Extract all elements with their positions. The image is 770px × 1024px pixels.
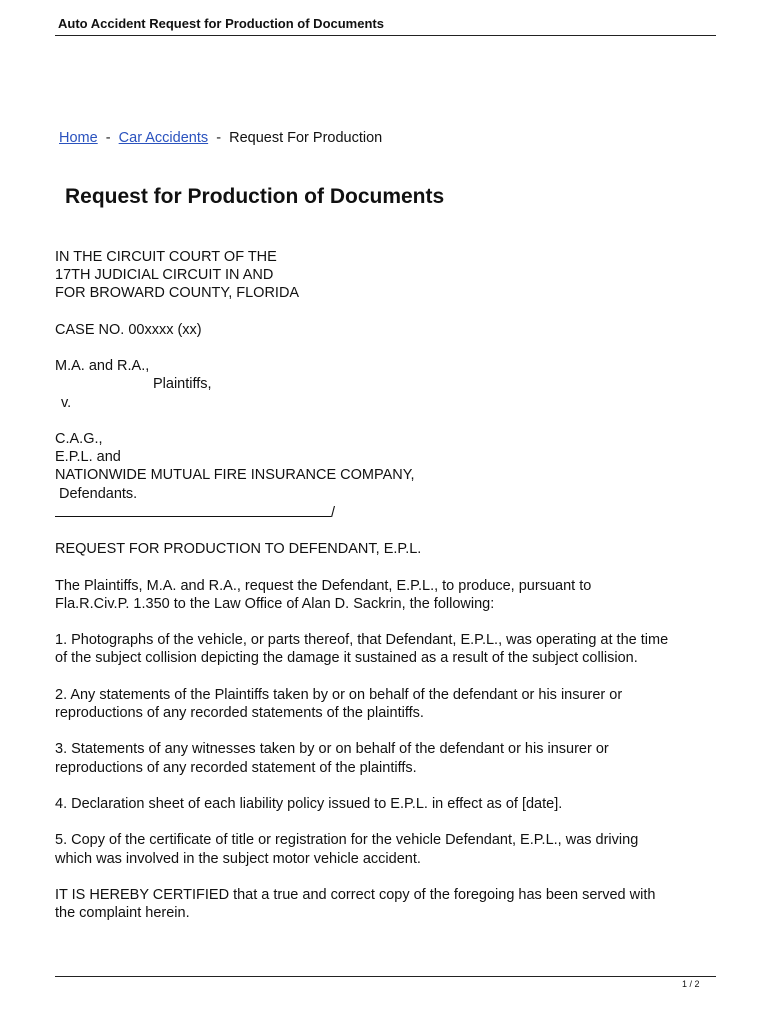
request-item (55, 686, 720, 722)
request-item-line: 3. Statements of any witnesses taken by or on behalf of the defendant or his insurer or (55, 741, 609, 758)
intro-paragraph (55, 577, 720, 613)
certification-line: the complaint herein. (55, 905, 190, 922)
request-item (55, 631, 720, 667)
court-line: FOR BROWARD COUNTY, FLORIDA (55, 285, 300, 302)
document-header-title: Auto Accident Request for Production of Documents (58, 16, 384, 31)
certification-paragraph (55, 886, 720, 922)
defendants-label: Defendants. (59, 485, 138, 502)
breadcrumb (59, 129, 382, 147)
court-line: 17TH JUDICIAL CIRCUIT IN AND (55, 267, 274, 284)
underline-rule (55, 503, 331, 517)
request-item-line: 2. Any statements of the Plaintiffs taken by or on behalf of the defendant or his insurer or (55, 686, 623, 703)
defendant-name: C.A.G., (55, 430, 103, 447)
breadcrumb-link-home[interactable]: Home (59, 130, 98, 146)
court-caption (55, 248, 720, 303)
plaintiffs-names: M.A. and R.A., (55, 358, 150, 375)
party-caption (55, 357, 720, 412)
defendants-caption (55, 430, 720, 522)
intro-line: Fla.R.Civ.P. 1.350 to the Law Office of Alan D. Sackrin, the following: (55, 595, 495, 612)
certification-line: IT IS HEREBY CERTIFIED that a true and correct copy of the foregoing has been served with (55, 886, 656, 903)
case-number (55, 321, 720, 339)
request-item-line: reproductions of any recorded statements of the plaintiffs. (55, 704, 424, 721)
page-title: Request for Production of Documents (65, 185, 445, 208)
request-item-line: 5. Copy of the certificate of title or registration for the vehicle Defendant, E.P.L., was driving (55, 832, 639, 849)
footer-divider (55, 976, 716, 977)
caption-signature-line (55, 503, 720, 522)
header-divider (55, 35, 716, 36)
defendant-name: E.P.L. and (55, 449, 121, 466)
request-item (55, 831, 720, 867)
breadcrumb-separator: - (105, 130, 111, 146)
case-number-text: CASE NO. 00xxxx (xx) (55, 321, 202, 338)
request-heading-text: REQUEST FOR PRODUCTION TO DEFENDANT, E.P.L. (55, 541, 422, 558)
plaintiffs-label: Plaintiffs, (153, 376, 212, 393)
breadcrumb-separator: - (216, 130, 222, 146)
request-item (55, 795, 720, 813)
breadcrumb-link-car-accidents[interactable]: Car Accidents (118, 130, 209, 146)
intro-line: The Plaintiffs, M.A. and R.A., request the Defendant, E.P.L., to produce, pursuant to (55, 577, 592, 594)
request-item-line: 1. Photographs of the vehicle, or parts thereof, that Defendant, E.P.L., was operating at the time (55, 632, 669, 649)
request-item-line: 4. Declaration sheet of each liability policy issued to E.P.L. in effect as of [date]. (55, 795, 563, 812)
breadcrumb-current: Request For Production (229, 130, 383, 146)
request-item-line: which was involved in the subject motor vehicle accident. (55, 850, 421, 867)
defendant-name: NATIONWIDE MUTUAL FIRE INSURANCE COMPANY, (55, 467, 415, 484)
document-body (55, 248, 720, 941)
versus-label: v. (61, 394, 72, 411)
request-heading (55, 540, 720, 558)
request-item-line: of the subject collision depicting the damage it sustained as a result of the subject collision. (55, 650, 638, 667)
caption-line-end: / (331, 504, 336, 521)
court-line: IN THE CIRCUIT COURT OF THE (55, 249, 277, 265)
page-number: 1 / 2 (682, 979, 700, 989)
request-item (55, 740, 720, 776)
request-item-line: reproductions of any recorded statement of the plaintiffs. (55, 759, 417, 776)
